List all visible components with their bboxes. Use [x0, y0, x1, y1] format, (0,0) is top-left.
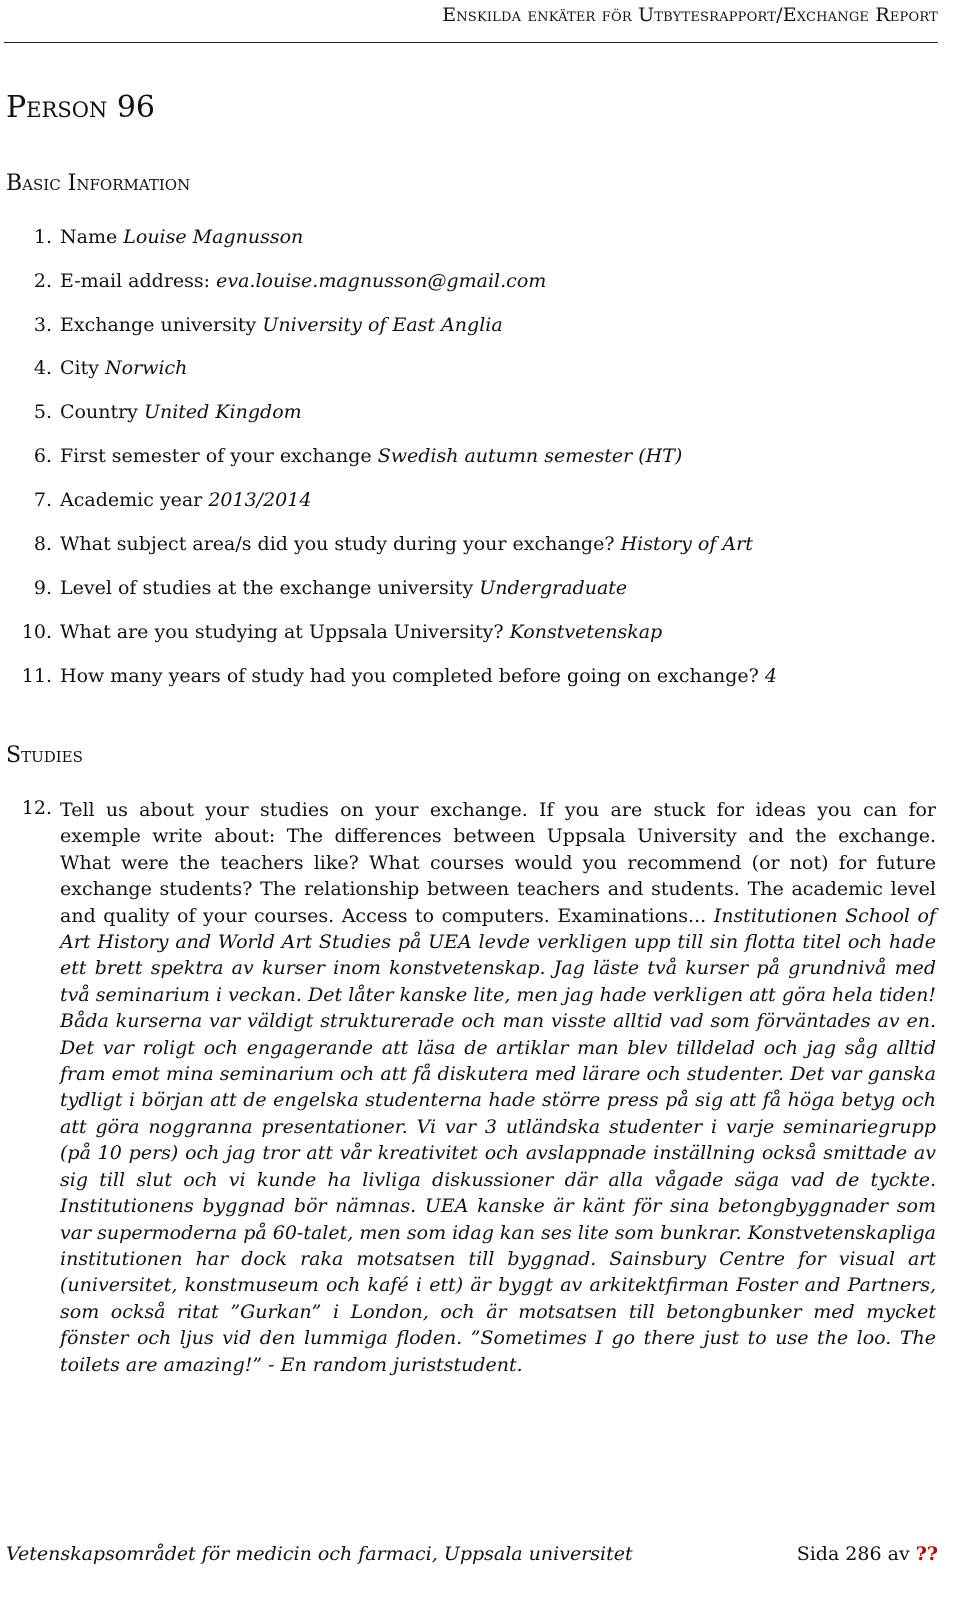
page-label: Sida 286 av [796, 1543, 910, 1565]
question-text: Country [60, 401, 138, 423]
item-number: 2. [33, 270, 52, 292]
answer-text: University of East Anglia [262, 314, 503, 336]
question-text: What are you studying at Uppsala University? [60, 621, 504, 643]
item-number: 4. [33, 357, 52, 379]
question-text: Exchange university [60, 314, 257, 336]
page-header [0, 0, 960, 44]
header-rule [4, 42, 938, 43]
answer-text: Swedish autumn semester (HT) [377, 445, 683, 467]
running-header: Enskilda enkäter för Utbytesrapport/Exchange Report [442, 4, 938, 26]
answer-text: 2013/2014 [208, 489, 312, 511]
person-title: Person 96 [6, 90, 156, 125]
footer-institution: Vetenskapsområdet för medicin och farmaci, Uppsala universitet [6, 1543, 633, 1565]
answer-text: History of Art [620, 533, 753, 555]
studies-paragraph [60, 797, 936, 1378]
question-text: Tell us about your studies on your exchange. If you are stuck for ideas you can for exemple write about: The differences between Uppsala University and the exchange. What were the teachers like? What courses would you recommend (or not) for future exchange students? The relationship between teachers and students. The academic level and quality of your courses. Access to computers. Examinations... [60, 799, 936, 927]
question-text: First semester of your exchange [60, 445, 372, 467]
section-title-studies: Studies [6, 743, 83, 768]
answer-text: United Kingdom [143, 401, 302, 423]
item-number: 12. [21, 797, 52, 819]
item-number: 5. [33, 401, 52, 423]
answer-text: Louise Magnusson [123, 226, 304, 248]
footer-page-number [797, 1543, 938, 1565]
answer-text: Undergraduate [479, 577, 628, 599]
item-number: 10. [21, 621, 52, 643]
question-text: How many years of study had you completed before going on exchange? [60, 665, 759, 687]
question-text: Level of studies at the exchange university [60, 577, 474, 599]
answer-text: Norwich [105, 357, 188, 379]
item-number: 8. [33, 533, 52, 555]
answer-text: Institutionen School of Art History and World Art Studies på UEA levde verkligen upp till sin flotta titel och hade ett brett spektra av kurser inom konstvetenskap. Jag läste två kurser på grundnivå med två seminarium i veckan. Det låter kanske lite, men jag hade verkligen att göra hela tiden! Båda kurserna var väldigt strukturerade och man visste alltid vad som förväntades av en. Det var roligt och engagerande att läsa de artiklar man blev tilldelad och jag såg alltid fram emot mina seminarium och att få diskutera med lärare och studenter. Det var ganska tydligt i början att de engelska studenterna hade större press på sig att få höga betyg och att göra noggranna presentationer. Vi var 3 utländska studenter i varje seminariegrupp (på 10 pers) och jag tror att vår kreativitet och avslappnade inställning också smittade av sig till slut och vi kunde ha livliga diskussioner där alla vågade säga vad de tyckte. Institutionens byggnad bör nämnas. UEA kanske är känt för sina betongbyggnader som var supermoderna på 60-talet, men som idag kan ses lite som bunkrar. Konstvetenskapliga institutionen har dock raka motsatsen till byggnad. Sainsbury Centre for visual art (universitet, konstmuseum och kafé i ett) är byggt av arkitektfirman Foster and Partners, som också ritat ”Gurkan” i London, och är motsatsen till betongbunker med mycket fönster och ljus vid den lummiga floden. ”Sometimes I go there just to use the loo. The toilets are amazing!” - En random juriststudent. [60, 904, 937, 1376]
question-text: E-mail address: [60, 270, 211, 292]
item-number: 11. [21, 665, 52, 687]
item-number: 9. [33, 577, 52, 599]
section-title-basic-information: Basic Information [6, 171, 191, 196]
item-number: 3. [33, 314, 52, 336]
item-number: 7. [33, 489, 52, 511]
item-number: 1. [33, 226, 52, 248]
answer-text: eva.louise.magnusson@gmail.com [216, 270, 547, 292]
item-number: 6. [33, 445, 52, 467]
answer-text: Konstvetenskap [509, 621, 663, 643]
question-text: Academic year [60, 489, 203, 511]
question-text: What subject area/s did you study during your exchange? [60, 533, 615, 555]
question-text: Name [60, 226, 118, 248]
question-text: City [60, 357, 99, 379]
answer-text: 4 [764, 665, 778, 687]
page-total: ?? [915, 1543, 938, 1565]
